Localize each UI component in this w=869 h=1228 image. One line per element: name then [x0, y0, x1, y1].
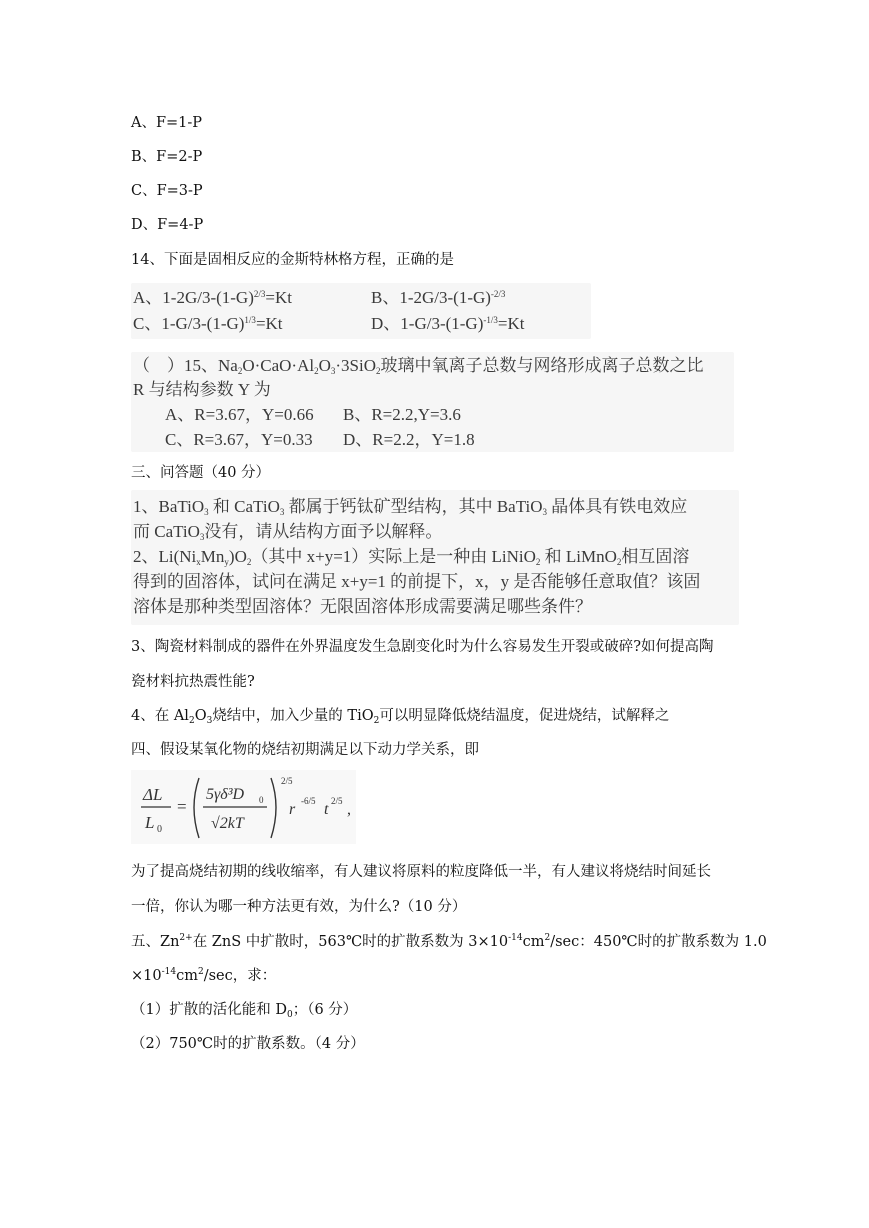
qa2-line2: 得到的固溶体，试问在满足 x+y=1 的前提下，x，y 是否能够任意取值？该固: [133, 572, 701, 591]
q14-option-b: B、$1-2G/3-(1-G)^{-2/3}$: [371, 288, 506, 307]
equals-sign: =: [177, 797, 187, 816]
q15-stem: （ ）15、$Na_2O\cdot CaO\cdot Al_2O_3\cdot 3SiO_2$玻璃中氧离子总数与网络形成离子总数之比: [133, 356, 704, 376]
q14-option-a: A、$1-2G/3-(1-G)^{2/3}=Kt$: [133, 288, 292, 307]
formula-graphic: [131, 770, 356, 844]
section-5-line2: $\times 10^{-14}cm^2/\sec$，求：: [131, 967, 277, 984]
sintering-formula: [131, 770, 356, 844]
option-a: A、F=1-P: [131, 115, 203, 131]
formula-r-exponent: -6/5: [301, 796, 316, 806]
formula-numerator: ΔL: [143, 785, 163, 804]
section-4-title: 四、假设某氧化物的烧结初期满足以下动力学关系，即: [131, 742, 479, 758]
question-14-stem: 14、下面是固相反应的金斯特林格方程，正确的是: [131, 252, 454, 268]
question-3-line2: 瓷材料抗热震性能?: [131, 674, 255, 690]
section-4-line2: 一倍，你认为哪一种方法更有效，为什么?（10 分）: [131, 899, 467, 915]
qa-scan: [131, 490, 739, 625]
qa1-line2: 而 CaTiO$_3$没有，请从结构方面予以解释。: [133, 522, 443, 542]
option-c: C、F=3-P: [131, 183, 203, 199]
formula-inner-numerator: 5γδ³D: [206, 786, 245, 803]
q14-option-c: C、$1-G/3-(1-G)^{1/3}=Kt$: [133, 314, 283, 333]
qa1-line1: 1、BaTiO$_3$ 和 CaTiO$_3$ 都属于钙钛矿型结构，其中 BaTiO$_3$ 晶体具有铁电效应: [133, 497, 688, 517]
question-4: 4、在 $Al_2O_3$烧结中，加入少量的 TiO$_2$可以明显降低烧结温度，促进烧结，试解释之: [131, 708, 670, 726]
qa2-line1: 2、$Li(Ni_xMn_y)O_2$（其中 x+y=1）实际上是一种由 LiNiO$_2$ 和 LiMnO$_2$相互固溶: [133, 547, 690, 567]
q15-option-a: A、R=3.67，Y=0.66: [165, 405, 314, 424]
option-b: B、F=2-P: [131, 149, 203, 165]
q15-option-c: C、R=3.67，Y=0.33: [165, 430, 313, 449]
formula-comma: ,: [347, 801, 351, 818]
q15-stem-line2: R 与结构参数 Y 为: [133, 380, 271, 399]
question-3-line1: 3、陶瓷材料制成的器件在外界温度发生急剧变化时为什么容易发生开裂或破碎?如何提高陶: [131, 639, 714, 655]
formula-inner-numerator-sub: 0: [259, 795, 264, 805]
section-3-title: 三、问答题（40 分）: [131, 465, 271, 481]
formula-denominator-sub: 0: [157, 824, 162, 835]
formula-t-exponent: 2/5: [331, 796, 343, 806]
question-14-scan: [131, 283, 591, 339]
q14-option-d: D、$1-G/3-(1-G)^{-1/3}=Kt$: [371, 314, 525, 333]
option-d: D、F=4-P: [131, 217, 204, 233]
section-5-item-1: （1）扩散的活化能和 $D_0$；（6 分）: [131, 1002, 358, 1020]
question-15-scan: [131, 352, 734, 452]
formula-denominator: L: [145, 813, 155, 832]
section-5-item-2: （2）750℃时的扩散系数。（4 分）: [131, 1036, 365, 1052]
q15-option-b: B、R=2.2,Y=3.6: [343, 405, 461, 424]
formula-outer-exponent: 2/5: [281, 776, 293, 786]
qa2-line3: 溶体是那种类型固溶体？无限固溶体形成需要满足哪些条件？: [133, 597, 592, 616]
section-4-line1: 为了提高烧结初期的线收缩率，有人建议将原料的粒度降低一半，有人建议将烧结时间延长: [131, 864, 711, 880]
formula-inner-denominator: √2kT: [211, 815, 244, 832]
section-5-line1: 五、$Zn^{2+}$在 ZnS 中扩散时，563℃时的扩散系数为 $3\times 10^{-14}cm^2/\sec$：450℃时的扩散系数为 1.0: [131, 933, 767, 950]
formula-r: r: [289, 801, 296, 818]
q15-option-d: D、R=2.2，Y=1.8: [343, 430, 475, 449]
formula-t: t: [324, 801, 329, 818]
